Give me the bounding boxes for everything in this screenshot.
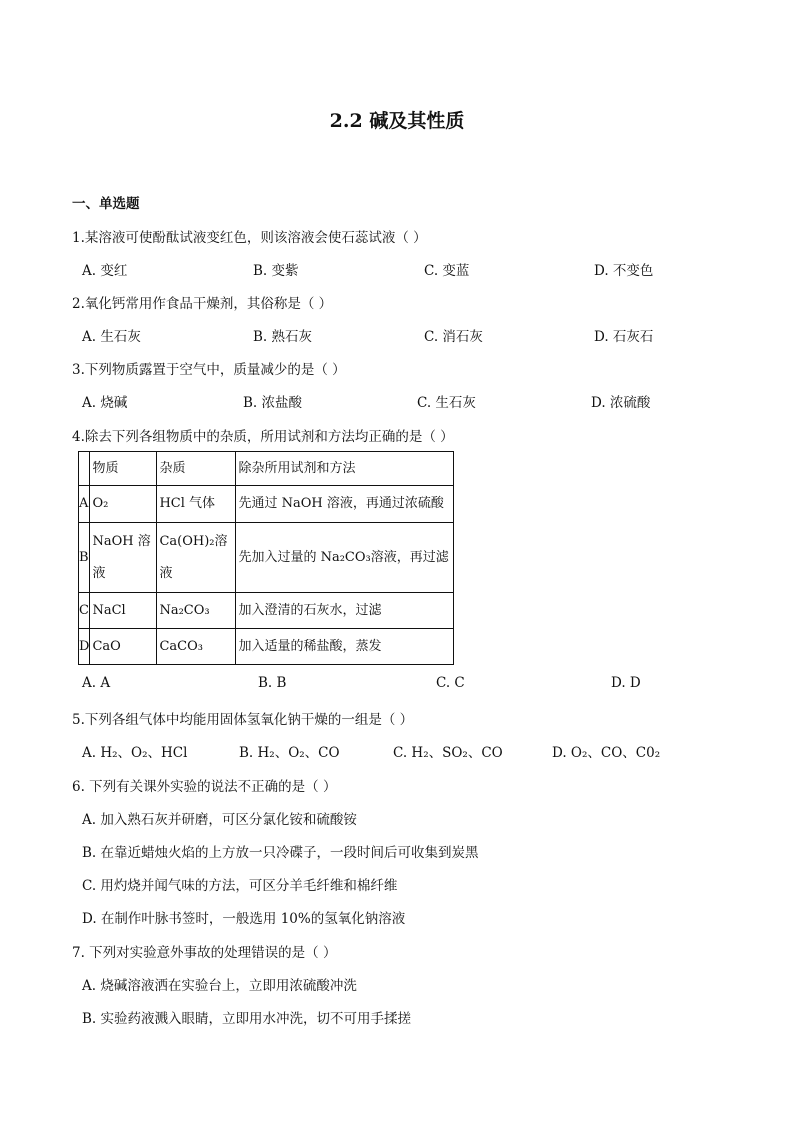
table-row — [79, 523, 454, 593]
question-3-option-d: D. 浓硫酸 — [591, 395, 651, 411]
question-5-option-d: D. O₂、CO、C0₂ — [552, 745, 661, 761]
section-heading: 一、单选题 — [72, 196, 140, 212]
impurity-table — [78, 451, 454, 665]
question-3-option-c: C. 生石灰 — [417, 395, 476, 411]
question-4-option-b: B. B — [258, 675, 287, 691]
table-header-cell: 除杂所用试剂和方法 — [236, 452, 454, 486]
question-4-option-a: A. A — [82, 675, 111, 691]
table-header-cell: 物质 — [90, 452, 157, 486]
table-cell: 加入澄清的石灰水，过滤 — [236, 593, 454, 629]
question-6-option-c: C. 用灼烧并闻气味的方法，可区分羊毛纤维和棉纤维 — [82, 878, 398, 894]
question-5-option-b: B. H₂、O₂、CO — [239, 745, 340, 761]
table-cell: CaCO₃ — [157, 629, 236, 665]
question-4-stem: 4.除去下列各组物质中的杂质，所用试剂和方法均正确的是（ ） — [72, 429, 454, 445]
table-cell: Na₂CO₃ — [157, 593, 236, 629]
table-cell: B — [79, 523, 90, 593]
question-1-option-a: A. 变红 — [82, 263, 128, 279]
table-row — [79, 593, 454, 629]
question-5-option-c: C. H₂、SO₂、CO — [393, 745, 503, 761]
page-title: 2.2 碱及其性质 — [329, 110, 465, 132]
question-5-stem: 5.下列各组气体中均能用固体氢氧化钠干燥的一组是（ ） — [72, 712, 414, 728]
question-6-option-d: D. 在制作叶脉书签时，一般选用 10%的氢氧化钠溶液 — [82, 911, 406, 927]
question-6-stem: 6. 下列有关课外实验的说法不正确的是（ ） — [72, 779, 337, 795]
question-7-option-a: A. 烧碱溶液洒在实验台上，立即用浓硫酸冲洗 — [82, 978, 357, 994]
question-1-option-d: D. 不变色 — [594, 263, 654, 279]
table-row — [79, 486, 454, 523]
question-2-option-a: A. 生石灰 — [82, 329, 141, 345]
question-6-option-a: A. 加入熟石灰并研磨，可区分氯化铵和硫酸铵 — [82, 812, 357, 828]
question-7-stem: 7. 下列对实验意外事故的处理错误的是（ ） — [72, 945, 337, 961]
question-2-option-d: D. 石灰石 — [594, 329, 654, 345]
table-header-cell: 杂质 — [157, 452, 236, 486]
question-5-option-a: A. H₂、O₂、HCl — [82, 745, 188, 761]
table-cell: D — [79, 629, 90, 665]
question-3-option-a: A. 烧碱 — [82, 395, 128, 411]
question-7-option-b: B. 实验药液溅入眼睛，立即用水冲洗，切不可用手揉搓 — [82, 1011, 412, 1027]
question-4-option-d: D. D — [611, 675, 641, 691]
question-3-option-b: B. 浓盐酸 — [243, 395, 303, 411]
question-3-stem: 3.下列物质露置于空气中，质量减少的是（ ） — [72, 362, 346, 378]
question-6-option-b: B. 在靠近蜡烛火焰的上方放一只冷碟子，一段时间后可收集到炭黑 — [82, 845, 479, 861]
question-1-option-b: B. 变紫 — [253, 263, 299, 279]
table-header-row — [79, 452, 454, 486]
table-cell: 加入适量的稀盐酸，蒸发 — [236, 629, 454, 665]
question-4-option-c: C. C — [436, 675, 465, 691]
table-header-cell — [79, 452, 90, 486]
table-cell: C — [79, 593, 90, 629]
table-cell: CaO — [90, 629, 157, 665]
table-cell: 先通过 NaOH 溶液，再通过浓硫酸 — [236, 486, 454, 523]
table-cell: 先加入过量的 Na₂CO₃溶液，再过滤 — [236, 523, 454, 593]
question-1-stem: 1.某溶液可使酚酞试液变红色，则该溶液会使石蕊试液（ ） — [72, 230, 427, 246]
question-1-option-c: C. 变蓝 — [424, 263, 470, 279]
table-cell: NaCl — [90, 593, 157, 629]
table-cell: NaOH 溶液 — [90, 523, 157, 593]
table-cell: Ca(OH)₂溶液 — [157, 523, 236, 593]
question-2-option-c: C. 消石灰 — [424, 329, 483, 345]
question-2-stem: 2.氧化钙常用作食品干燥剂，其俗称是（ ） — [72, 296, 333, 312]
table-cell: O₂ — [90, 486, 157, 523]
table-cell: HCl 气体 — [157, 486, 236, 523]
table-cell: A — [79, 486, 90, 523]
question-2-option-b: B. 熟石灰 — [253, 329, 313, 345]
table-row — [79, 629, 454, 665]
